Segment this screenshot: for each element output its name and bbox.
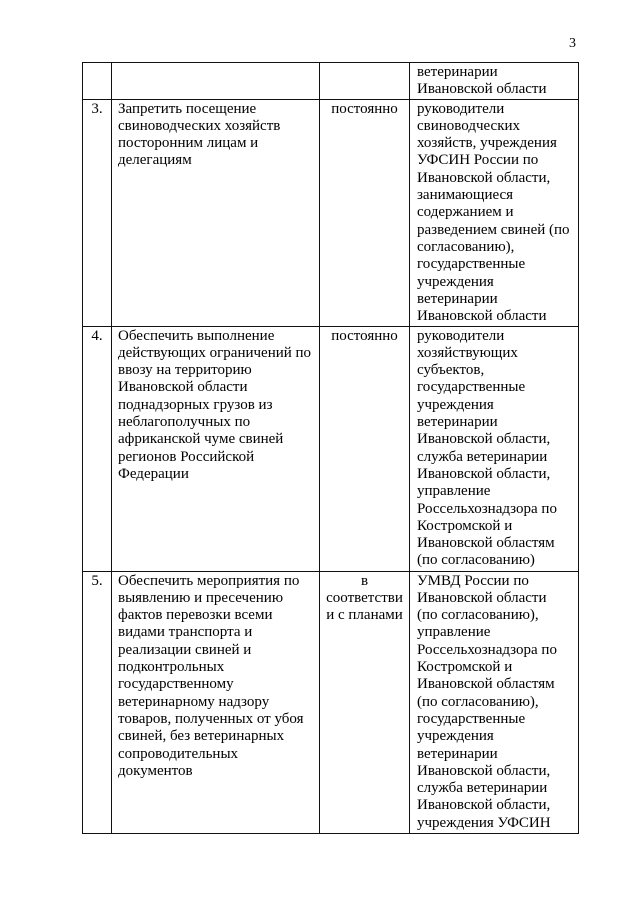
table-row-4 [83, 326, 579, 571]
action-cell [112, 63, 320, 100]
responsible-cell: УМВД России по Ивановской области (по согласованию), управление Россельхознадзора по Костромской и Ивановской областям (по согласованию), государственные учреждения ветеринарии Ивановской области, служба ветеринарии Ивановской области, учреждения УФСИН [410, 571, 579, 833]
responsible-cell: ветеринарии Ивановской области [410, 63, 579, 100]
timing-cell: в соответстви и с планами [320, 571, 410, 833]
timing-cell [320, 63, 410, 100]
action-cell: Запретить посещение свиноводческих хозяйств посторонним лицам и делегациям [112, 99, 320, 326]
row-number-cell: 3. [83, 99, 112, 326]
row-number-cell: 5. [83, 571, 112, 833]
table-row-5 [83, 571, 579, 833]
row-number-cell: 4. [83, 326, 112, 571]
row-number-cell [83, 63, 112, 100]
table-row-3 [83, 99, 579, 326]
timing-cell: постоянно [320, 99, 410, 326]
page-number: 3 [569, 36, 576, 51]
table-row-continuation [83, 63, 579, 100]
action-cell: Обеспечить выполнение действующих ограничений по ввозу на территорию Ивановской области поднадзорных грузов из неблагополучных по африканской чуме свиней регионов Российской Федерации [112, 326, 320, 571]
measures-table [82, 62, 579, 834]
responsible-cell: руководители хозяйствующих субъектов, государственные учреждения ветеринарии Ивановской области, служба ветеринарии Ивановской области, управление Россельхознадзора по Костромской и Ивановской областям (по согласованию) [410, 326, 579, 571]
action-cell: Обеспечить мероприятия по выявлению и пресечению фактов перевозки всеми видами транспорта и реализации свиней и подконтрольных государственному ветеринарному надзору товаров, полученных от убоя свиней, без ветеринарных сопроводительных документов [112, 571, 320, 833]
timing-cell: постоянно [320, 326, 410, 571]
responsible-cell: руководители свиноводческих хозяйств, учреждения УФСИН России по Ивановской области, занимающиеся содержанием и разведением свиней (по согласованию), государственные учреждения ветеринарии Ивановской области [410, 99, 579, 326]
